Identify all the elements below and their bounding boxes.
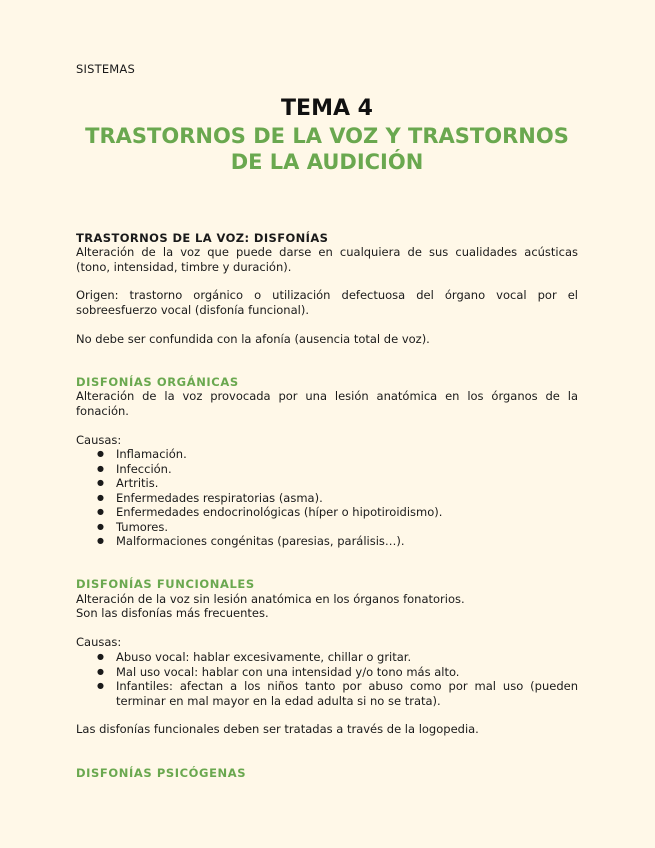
list-item: ● Malformaciones congénitas (paresias, parálisis…). xyxy=(76,534,578,549)
funcionales-closing: Las disfonías funcionales deben ser tratadas a través de la logopedia. xyxy=(76,722,479,736)
list-item: ● Infantiles: afectan a los niños tanto por abuso como por mal uso (pueden terminar en mal mayor en la edad adulta si no se trata). xyxy=(76,679,578,708)
section-heading-psicogenas: DISFONÍAS PSICÓGENAS xyxy=(76,766,247,780)
list-item: ● Inflamación. xyxy=(76,447,578,462)
funcionales-causes-list xyxy=(76,650,578,708)
organicas-causes-label: Causas: xyxy=(76,433,122,447)
section-heading-organicas: DISFONÍAS ORGÁNICAS xyxy=(76,375,239,389)
funcionales-frequency: Son las disfonías más frecuentes. xyxy=(76,606,269,620)
disfonia-definition: Alteración de la voz que puede darse en cualquiera de sus cualidades acústicas (tono, intensidad, timbre y duración). xyxy=(76,245,578,274)
disfonia-origin: Origen: trastorno orgánico o utilización defectuosa del órgano vocal por el sobreesfuerzo vocal (disfonía funcional). xyxy=(76,288,578,317)
section-heading-disfonias: TRASTORNOS DE LA VOZ: DISFONÍAS xyxy=(76,231,329,245)
list-item: ● Enfermedades endocrinológicas (híper o hipotiroidismo). xyxy=(76,505,578,520)
list-item: ● Enfermedades respiratorias (asma). xyxy=(76,491,578,506)
funcionales-definition: Alteración de la voz sin lesión anatómica en los órganos fonatorios. xyxy=(76,592,465,606)
title-line-2: DE LA AUDICIÓN xyxy=(230,150,424,174)
title-line-1: TRASTORNOS DE LA VOZ Y TRASTORNOS xyxy=(85,124,569,148)
organicas-definition: Alteración de la voz provocada por una lesión anatómica en los órganos de la fonación. xyxy=(76,389,578,418)
disfonia-note: No debe ser confundida con la afonía (ausencia total de voz). xyxy=(76,332,430,346)
document-header: SISTEMAS xyxy=(76,62,135,76)
topic-number: TEMA 4 xyxy=(281,96,373,121)
funcionales-causes-label: Causas: xyxy=(76,635,122,649)
list-item: ● Tumores. xyxy=(76,520,578,535)
organicas-causes-list xyxy=(76,447,578,549)
list-item: ● Abuso vocal: hablar excesivamente, chillar o gritar. xyxy=(76,650,578,665)
list-item: ● Artritis. xyxy=(76,476,578,491)
document-title xyxy=(76,123,578,175)
list-item: ● Infección. xyxy=(76,462,578,477)
section-heading-funcionales: DISFONÍAS FUNCIONALES xyxy=(76,577,255,591)
list-item: ● Mal uso vocal: hablar con una intensidad y/o tono más alto. xyxy=(76,665,578,680)
